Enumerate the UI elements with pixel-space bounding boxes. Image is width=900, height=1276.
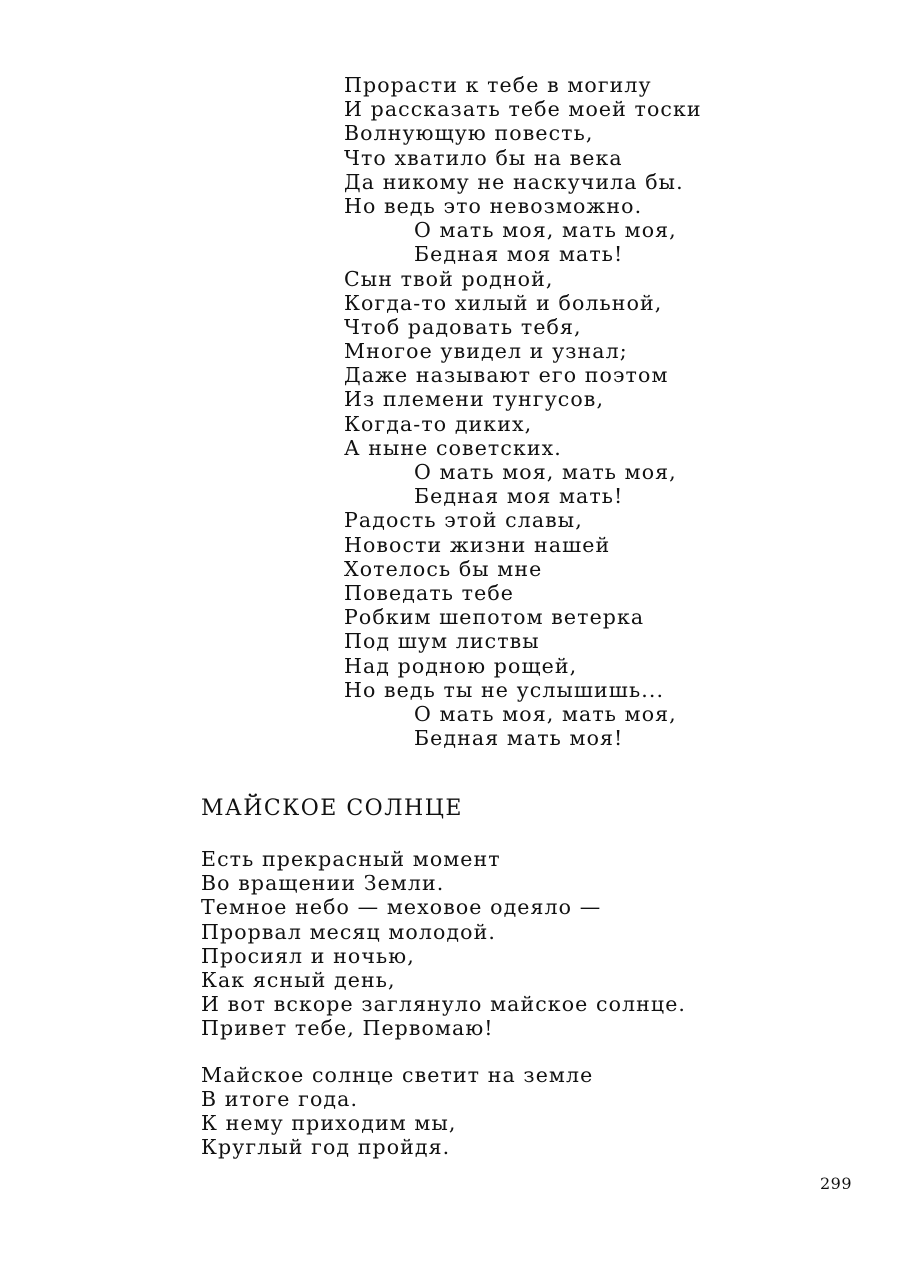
- poem-line: Темное небо — меховое одеяло —: [201, 895, 602, 920]
- refrain-line: О мать моя, мать моя,: [414, 218, 677, 243]
- poem-line: Чтоб радовать тебя,: [344, 314, 582, 339]
- poem-line: Под шум листвы: [344, 629, 540, 654]
- poem-line: Робким шепотом ветерка: [344, 605, 645, 630]
- stanza: [201, 1063, 781, 1160]
- refrain-line: О мать моя, мать моя,: [414, 701, 677, 726]
- poem-line: Просиял и ночью,: [201, 943, 415, 968]
- refrain-line: Бедная мать моя!: [414, 726, 624, 751]
- poem-line: Когда-то хилый и больной,: [344, 290, 663, 315]
- poem-line: Прорвал месяц молодой.: [201, 919, 496, 944]
- poem-line: Круглый год пройдя.: [201, 1135, 451, 1160]
- poem-line: Многое увидел и узнал;: [344, 339, 628, 364]
- poem-line: Майское солнце светит на земле: [201, 1062, 594, 1087]
- poem-line: А ныне советских.: [344, 435, 562, 460]
- poem-line: Волнующую повесть,: [344, 121, 594, 146]
- poem-line: Но ведь ты не услышишь...: [344, 677, 665, 702]
- poem-line: Над родною рощей,: [344, 653, 578, 678]
- poem-line: Из племени тунгусов,: [344, 387, 605, 412]
- poem-line: Радость этой славы,: [344, 508, 583, 533]
- poem-line: И вот вскоре заглянуло майское солнце.: [201, 992, 687, 1017]
- refrain-line: Бедная моя мать!: [414, 242, 624, 267]
- refrain-line: О мать моя, мать моя,: [414, 460, 677, 484]
- poem-line: Поведать тебе: [344, 580, 515, 605]
- page-number: 299: [820, 1174, 853, 1193]
- poem-line: Даже называют его поэтом: [344, 363, 669, 388]
- poem-line: Но ведь это невозможно.: [344, 193, 643, 218]
- poem-line: К нему приходим мы,: [201, 1110, 457, 1135]
- poem-line: Привет тебе, Первомаю!: [201, 1016, 494, 1041]
- poem-line: Хотелось бы мне: [344, 556, 543, 581]
- stanza: [201, 847, 781, 1041]
- poem-line: Есть прекрасный момент: [201, 847, 501, 871]
- poem-title: МАЙСКОЕ СОЛНЦЕ: [201, 796, 463, 821]
- poem-line: Сын твой родной,: [344, 266, 554, 291]
- poem-line: Во вращении Земли.: [201, 871, 445, 896]
- poem-line: Прорасти к тебе в могилу: [344, 73, 652, 97]
- poem-continuation: [344, 73, 764, 750]
- stanza-break: [201, 1041, 781, 1063]
- poem-line: Когда-то диких,: [344, 411, 533, 436]
- poem-line: Как ясный день,: [201, 967, 396, 992]
- poem-line: Что хватило бы на века: [344, 145, 623, 170]
- poem-line: В итоге года.: [201, 1086, 359, 1111]
- poem-body: [201, 847, 781, 1159]
- poem-line: Да никому не наскучила бы.: [344, 169, 684, 194]
- poem-line: И рассказать тебе моей тоски: [344, 97, 702, 122]
- refrain-line: Бедная моя мать!: [414, 484, 624, 509]
- poem-line: Новости жизни нашей: [344, 532, 611, 557]
